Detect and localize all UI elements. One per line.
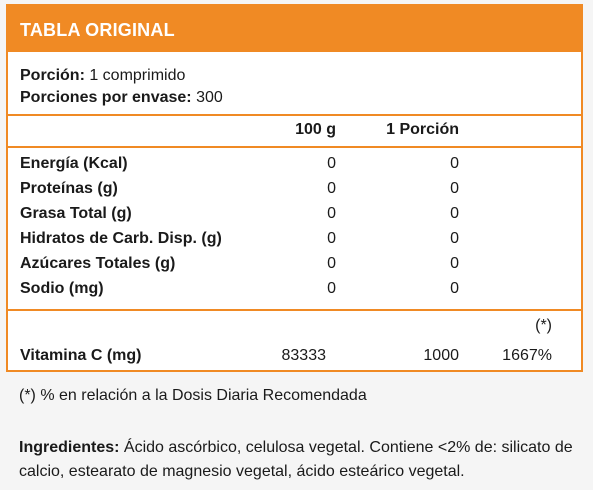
- nutrient-value-serving: 0: [450, 155, 459, 172]
- servings-per-container-row: [20, 88, 223, 108]
- ingredients: [19, 436, 579, 484]
- divider: [8, 114, 581, 116]
- vitamin-daily-value: 1667%: [502, 347, 552, 364]
- table-title: TABLA ORIGINAL: [20, 20, 175, 40]
- nutrient-name: Proteínas (g): [20, 180, 118, 197]
- servings-per-container-value: 300: [191, 89, 223, 106]
- divider: [8, 309, 581, 311]
- ingredients-text: Ácido ascórbico, celulosa vegetal. Contiene <2% de: silicato de calcio, estearato de magnesio vegetal, ácido esteárico vegetal.: [19, 439, 573, 480]
- nutrient-value-100g: 0: [327, 255, 336, 272]
- column-header-100g: 100 g: [295, 121, 336, 138]
- nutrient-value-serving: 0: [450, 280, 459, 297]
- nutrient-value-serving: 0: [450, 255, 459, 272]
- serving-size-label: Porción:: [20, 67, 85, 84]
- nutrient-value-100g: 0: [327, 205, 336, 222]
- serving-size-row: [20, 66, 185, 86]
- serving-size-value: 1 comprimido: [84, 67, 186, 84]
- daily-value-footnote: (*) % en relación a la Dosis Diaria Recomendada: [19, 387, 367, 404]
- nutrient-value-100g: 0: [327, 280, 336, 297]
- ingredients-label: Ingredientes:: [19, 439, 120, 456]
- daily-value-marker: (*): [535, 317, 552, 334]
- vitamin-value-serving: 1000: [423, 347, 459, 364]
- nutrient-value-100g: 0: [327, 230, 336, 247]
- vitamin-value-100g: 83333: [281, 347, 326, 364]
- nutrient-value-100g: 0: [327, 155, 336, 172]
- column-header-serving: 1 Porción: [386, 121, 459, 138]
- nutrient-name: Azúcares Totales (g): [20, 255, 176, 272]
- nutrient-name: Energía (Kcal): [20, 155, 128, 172]
- servings-per-container-label: Porciones por envase:: [20, 89, 192, 106]
- nutrient-value-serving: 0: [450, 230, 459, 247]
- nutrient-name: Hidratos de Carb. Disp. (g): [20, 230, 222, 247]
- nutrient-value-100g: 0: [327, 180, 336, 197]
- vitamin-name: Vitamina C (mg): [20, 347, 142, 364]
- nutrition-table: [6, 4, 583, 372]
- divider: [8, 146, 581, 148]
- nutrient-value-serving: 0: [450, 180, 459, 197]
- nutrient-value-serving: 0: [450, 205, 459, 222]
- nutrient-name: Sodio (mg): [20, 280, 104, 297]
- nutrient-name: Grasa Total (g): [20, 205, 132, 222]
- table-header: [8, 6, 581, 52]
